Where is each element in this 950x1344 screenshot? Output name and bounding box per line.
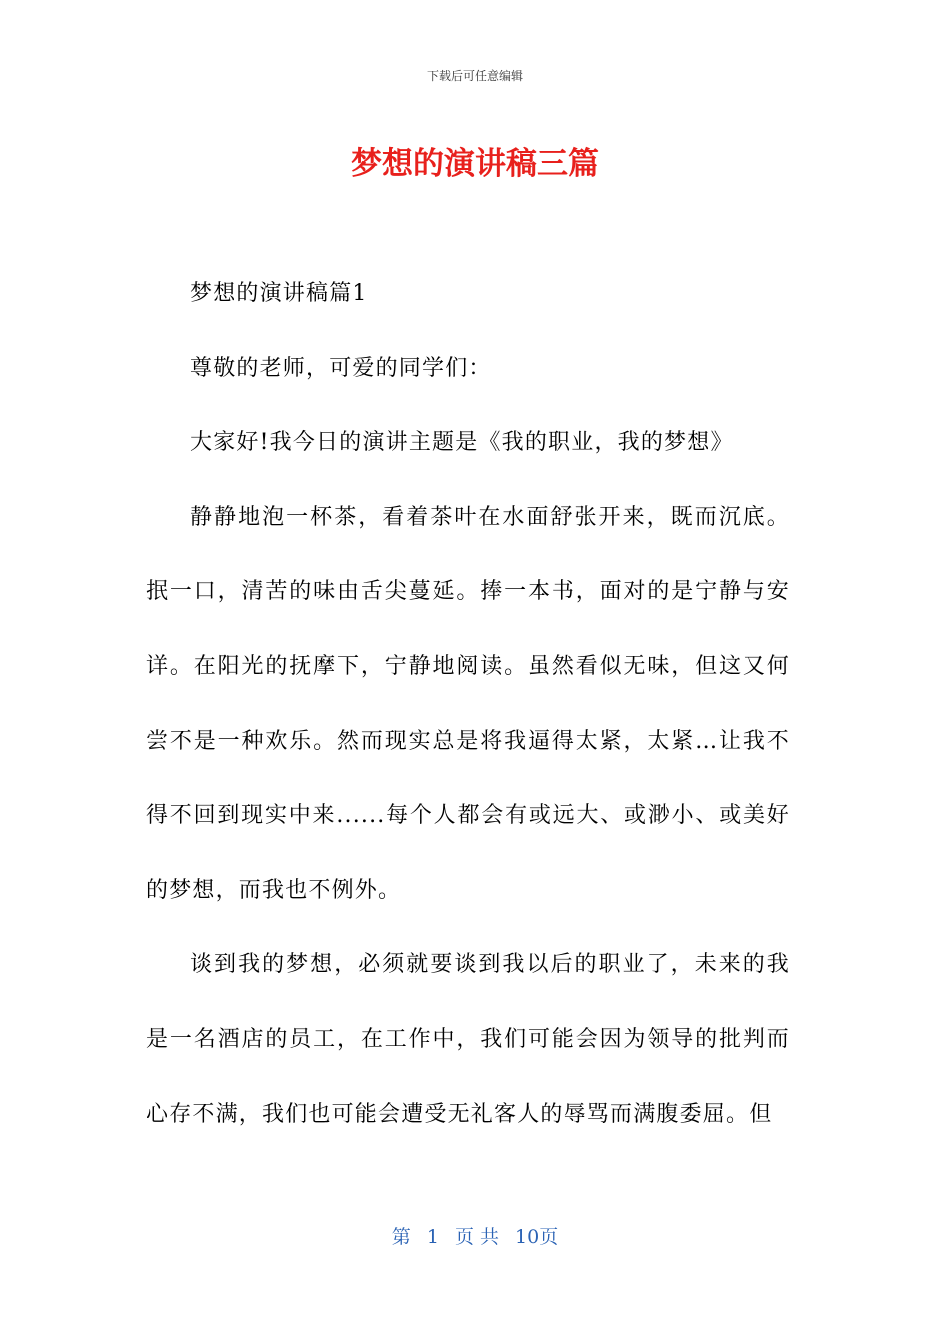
page-prefix: 第 (391, 1226, 411, 1248)
header-note: 下载后可任意编辑 (426, 69, 523, 83)
body-paragraph: 静静地泡一杯茶，看着茶叶在水面舒张开来，既而沉底。抿一口，清苦的味由舌尖蔓延。捧一本书，面对的是宁静与安详。在阳光的抚摩下，宁静地阅读。虽然看似无味，但这又何尝不是一种欢乐。然而现实总是将我逼得太紧，太紧…让我不得不回到现实中来......每个人都会有或远大、或渺小、或美好的梦想，而我也不例外。 (146, 504, 790, 903)
body-paragraph: 谈到我的梦想，必须就要谈到我以后的职业了，未来的我是一名酒店的员工，在工作中，我们可能会因为领导的批判而心存不满，我们也可能会遭受无礼客人的辱骂而满腹委屈。但 (146, 952, 790, 1127)
greeting-paragraph: 大家好!我今日的演讲主题是《我的职业，我的梦想》 (190, 430, 734, 456)
page-mid: 页 共 (454, 1226, 499, 1248)
section-heading: 梦想的演讲稿篇1 (190, 281, 368, 306)
document-title: 梦想的演讲稿三篇 (351, 146, 599, 182)
salutation: 尊敬的老师，可爱的同学们： (190, 355, 492, 381)
document-body (146, 257, 790, 1152)
page-current: 1 (426, 1226, 439, 1248)
page-total: 10页 (515, 1226, 559, 1248)
page-footer (0, 1224, 950, 1250)
